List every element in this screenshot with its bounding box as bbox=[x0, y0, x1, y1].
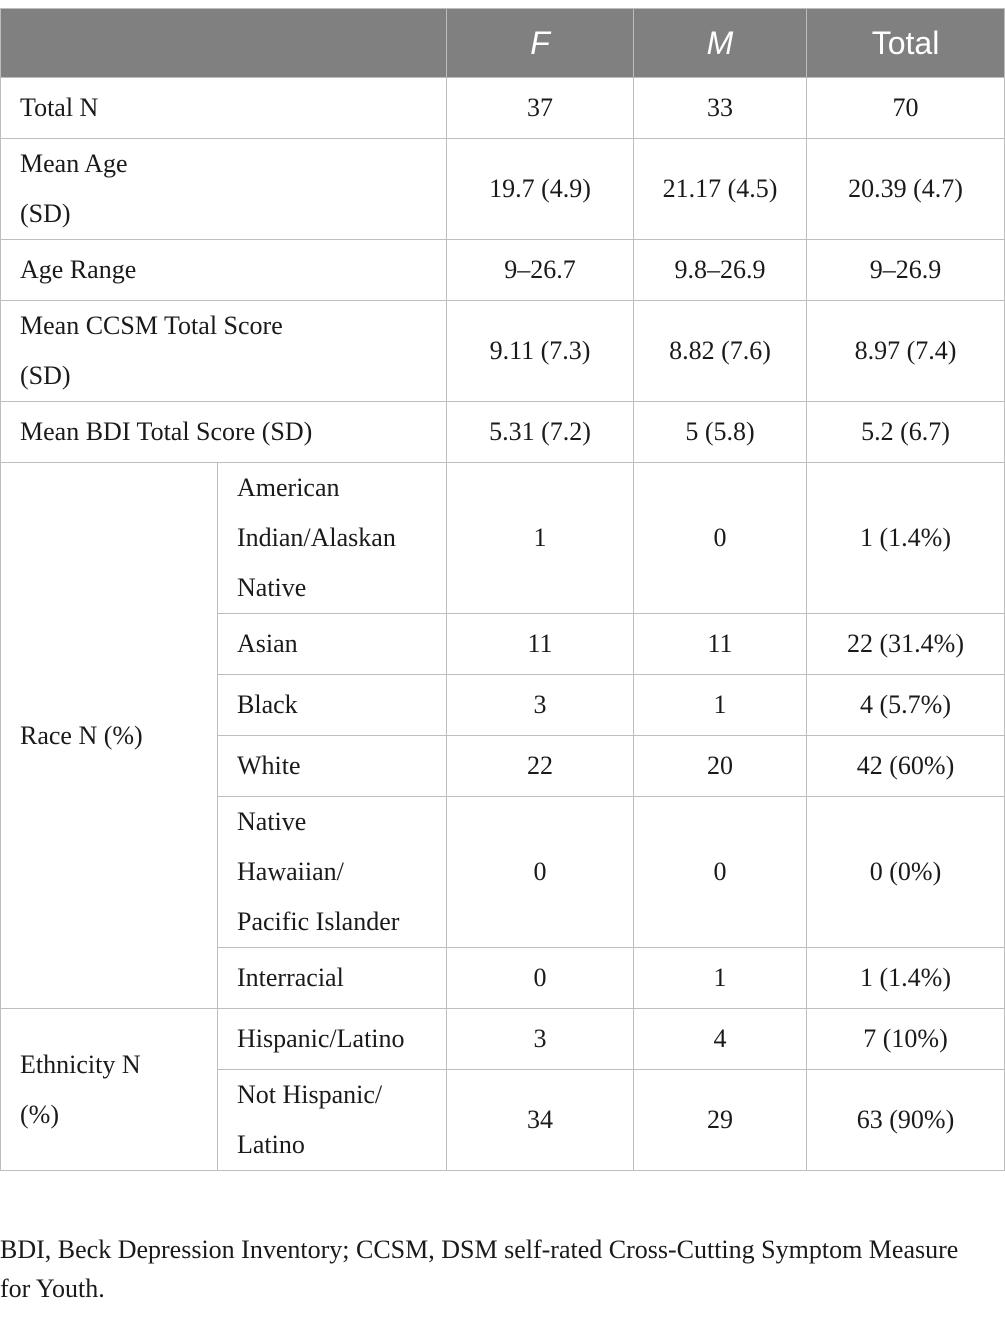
cell-f: 3 bbox=[447, 1009, 634, 1070]
cell-total: 20.39 (4.7) bbox=[807, 139, 1005, 240]
header-total: Total bbox=[807, 9, 1005, 78]
cell-f: 1 bbox=[447, 463, 634, 614]
cell-m: 1 bbox=[634, 675, 807, 736]
cell-m: 29 bbox=[634, 1070, 807, 1171]
cell-f: 9–26.7 bbox=[447, 240, 634, 301]
cell-m: 9.8–26.9 bbox=[634, 240, 807, 301]
cell-m: 21.17 (4.5) bbox=[634, 139, 807, 240]
category-line: Not Hispanic/ bbox=[237, 1080, 383, 1109]
cell-f: 0 bbox=[447, 948, 634, 1009]
table-row-age-range bbox=[1, 240, 1005, 301]
group-label-line: (%) bbox=[20, 1099, 59, 1129]
cell-total: 7 (10%) bbox=[807, 1009, 1005, 1070]
cell-total: 1 (1.4%) bbox=[807, 463, 1005, 614]
row-label: Total N bbox=[1, 78, 447, 139]
cell-total: 1 (1.4%) bbox=[807, 948, 1005, 1009]
row-label: Mean BDI Total Score (SD) bbox=[1, 402, 447, 463]
footnote-line: BDI, Beck Depression Inventory; CCSM, DSM self-rated Cross-Cutting Symptom Measure bbox=[0, 1235, 959, 1264]
cell-total: 70 bbox=[807, 78, 1005, 139]
cell-total: 5.2 (6.7) bbox=[807, 402, 1005, 463]
header-empty-cell bbox=[1, 9, 447, 78]
group-label-line: Ethnicity N bbox=[20, 1049, 141, 1079]
cell-m: 4 bbox=[634, 1009, 807, 1070]
cell-f: 0 bbox=[447, 797, 634, 948]
table-row-ethnicity bbox=[1, 1009, 1005, 1070]
ethnicity-category bbox=[218, 1070, 447, 1171]
table-row-mean-age bbox=[1, 139, 1005, 240]
header-m: M bbox=[634, 9, 807, 78]
cell-f: 5.31 (7.2) bbox=[447, 402, 634, 463]
cell-m: 33 bbox=[634, 78, 807, 139]
race-group-label: Race N (%) bbox=[1, 463, 218, 1009]
table-row-total-n bbox=[1, 78, 1005, 139]
race-category: Black bbox=[218, 675, 447, 736]
category-line: Native bbox=[237, 807, 307, 836]
category-line: Native bbox=[237, 573, 307, 602]
row-label-line: Mean CCSM Total Score bbox=[20, 311, 283, 340]
cell-f: 22 bbox=[447, 736, 634, 797]
table-row-bdi bbox=[1, 402, 1005, 463]
cell-m: 1 bbox=[634, 948, 807, 1009]
cell-f: 11 bbox=[447, 614, 634, 675]
footnote-line: for Youth. bbox=[0, 1274, 105, 1303]
race-category bbox=[218, 797, 447, 948]
category-line: Latino bbox=[237, 1130, 305, 1159]
row-label: Age Range bbox=[1, 240, 447, 301]
category-line: American bbox=[237, 473, 340, 502]
ethnicity-category: Hispanic/Latino bbox=[218, 1009, 447, 1070]
category-line: Indian/Alaskan bbox=[237, 523, 396, 552]
cell-f: 19.7 (4.9) bbox=[447, 139, 634, 240]
header-f: F bbox=[447, 9, 634, 78]
row-label bbox=[1, 301, 447, 402]
table-footnote bbox=[0, 1230, 1000, 1308]
cell-total: 22 (31.4%) bbox=[807, 614, 1005, 675]
table-row-ccsm bbox=[1, 301, 1005, 402]
cell-m: 0 bbox=[634, 797, 807, 948]
cell-f: 34 bbox=[447, 1070, 634, 1171]
race-category bbox=[218, 463, 447, 614]
table-row-race bbox=[1, 463, 1005, 614]
cell-total: 63 (90%) bbox=[807, 1070, 1005, 1171]
category-line: Pacific Islander bbox=[237, 907, 400, 936]
category-line: Hawaiian/ bbox=[237, 857, 344, 886]
demographics-table bbox=[0, 8, 1005, 1171]
cell-total: 8.97 (7.4) bbox=[807, 301, 1005, 402]
row-label bbox=[1, 139, 447, 240]
row-label-line: (SD) bbox=[20, 199, 71, 228]
race-category: Interracial bbox=[218, 948, 447, 1009]
cell-total: 42 (60%) bbox=[807, 736, 1005, 797]
ethnicity-group-label bbox=[1, 1009, 218, 1171]
cell-total: 0 (0%) bbox=[807, 797, 1005, 948]
cell-m: 0 bbox=[634, 463, 807, 614]
cell-total: 9–26.9 bbox=[807, 240, 1005, 301]
table-header bbox=[1, 9, 1005, 78]
row-label-line: (SD) bbox=[20, 361, 71, 390]
cell-m: 5 (5.8) bbox=[634, 402, 807, 463]
cell-m: 8.82 (7.6) bbox=[634, 301, 807, 402]
cell-m: 11 bbox=[634, 614, 807, 675]
race-category: White bbox=[218, 736, 447, 797]
cell-f: 37 bbox=[447, 78, 634, 139]
cell-f: 9.11 (7.3) bbox=[447, 301, 634, 402]
race-category: Asian bbox=[218, 614, 447, 675]
cell-m: 20 bbox=[634, 736, 807, 797]
cell-f: 3 bbox=[447, 675, 634, 736]
cell-total: 4 (5.7%) bbox=[807, 675, 1005, 736]
row-label-line: Mean Age bbox=[20, 149, 128, 178]
